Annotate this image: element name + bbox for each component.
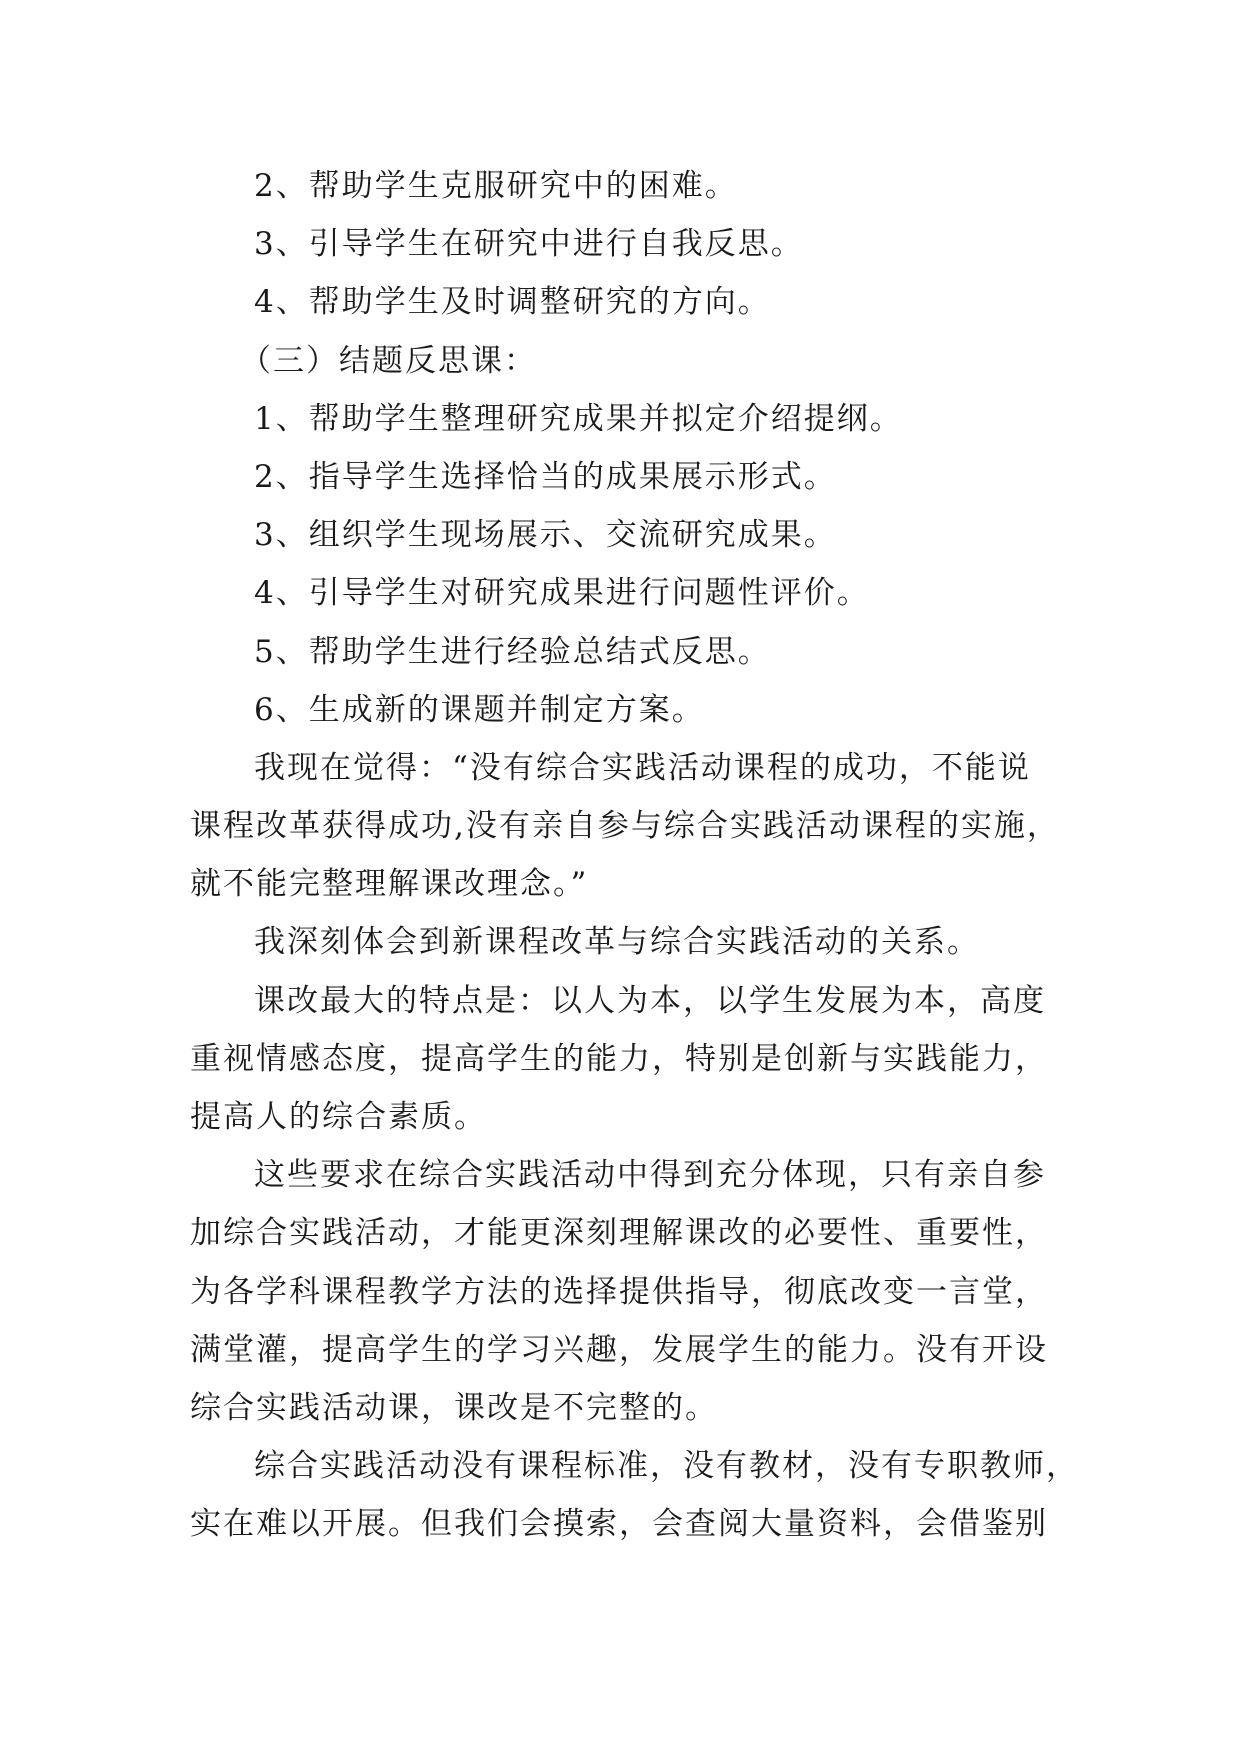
text-line: 5、帮助学生进行经验总结式反思。 bbox=[254, 633, 771, 670]
text-line: 2、指导学生选择恰当的成果展示形式。 bbox=[254, 458, 837, 495]
document-body bbox=[190, 157, 1079, 1554]
text-line: 3、引导学生在研究中进行自我反思。 bbox=[254, 226, 804, 263]
text-line: 1、帮助学生整理研究成果并拟定介绍提纲。 bbox=[254, 400, 903, 437]
text-line: 综合实践活动没有课程标准，没有教材，没有专职教师， bbox=[254, 1448, 1079, 1485]
text-line: 为各学科课程教学方法的选择提供指导，彻底改变一言堂， bbox=[190, 1273, 1048, 1310]
text-line: 6、生成新的课题并制定方案。 bbox=[254, 691, 705, 728]
text-line: 我深刻体会到新课程改革与综合实践活动的关系。 bbox=[254, 924, 980, 961]
text-line: 3、组织学生现场展示、交流研究成果。 bbox=[254, 517, 837, 554]
text-line: 实在难以开展。但我们会摸索，会查阅大量资料，会借鉴别 bbox=[190, 1506, 1048, 1543]
text-line: 4、引导学生对研究成果进行问题性评价。 bbox=[254, 575, 870, 612]
text-line: 加综合实践活动，才能更深刻理解课改的必要性、重要性， bbox=[190, 1215, 1048, 1252]
text-line: 满堂灌，提高学生的学习兴趣，发展学生的能力。没有开设 bbox=[190, 1331, 1048, 1368]
text-line: 就不能完整理解课改理念。” bbox=[190, 866, 589, 903]
text-line: 综合实践活动课，课改是不完整的。 bbox=[190, 1389, 718, 1426]
text-line: 我现在觉得：“没有综合实践活动课程的成功，不能说 bbox=[254, 749, 1031, 786]
section-heading: （三）结题反思课： bbox=[240, 342, 537, 379]
text-line: 这些要求在综合实践活动中得到充分体现，只有亲自参 bbox=[254, 1157, 1046, 1194]
text-line: 重视情感态度，提高学生的能力，特别是创新与实践能力， bbox=[190, 1040, 1048, 1077]
text-line: 2、帮助学生克服研究中的困难。 bbox=[254, 168, 738, 204]
text-line: 4、帮助学生及时调整研究的方向。 bbox=[254, 284, 771, 321]
text-line: 课改最大的特点是：以人为本，以学生发展为本，高度 bbox=[254, 982, 1046, 1019]
text-line: 课程改革获得成功,没有亲自参与综合实践活动课程的实施， bbox=[190, 808, 1060, 845]
text-line: 提高人的综合素质。 bbox=[190, 1099, 487, 1135]
